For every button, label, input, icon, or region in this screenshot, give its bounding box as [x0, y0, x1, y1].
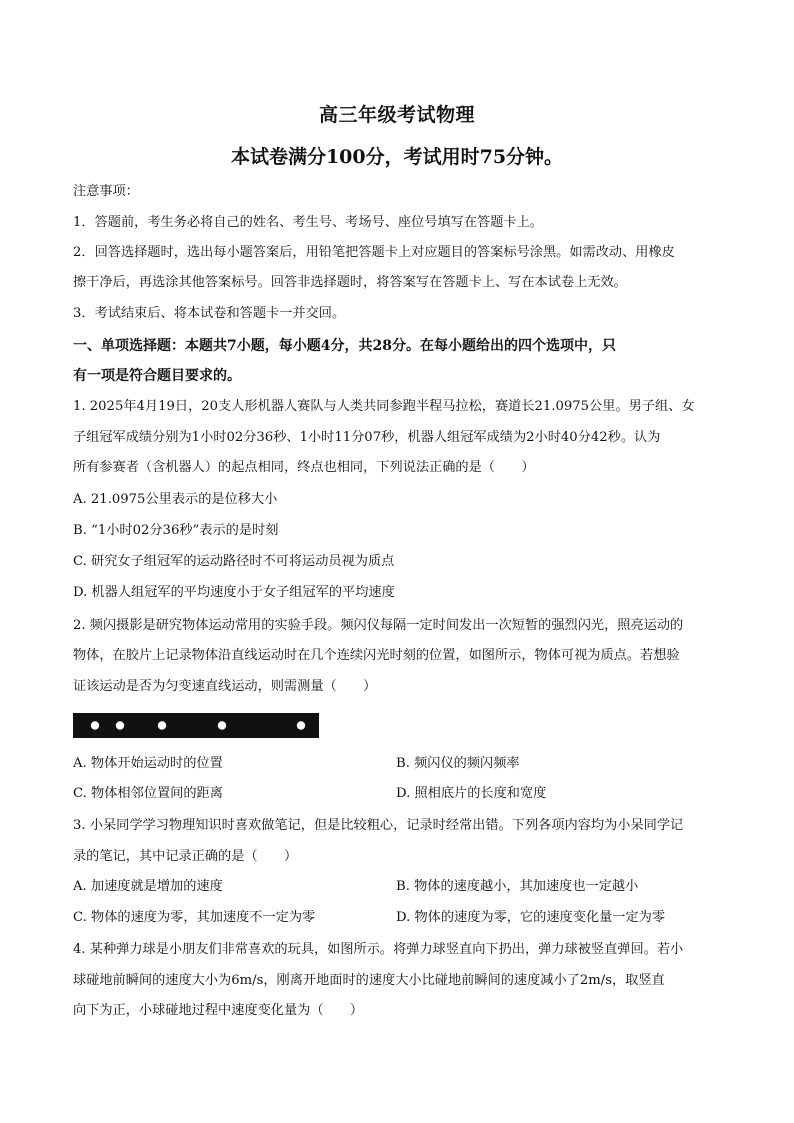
question-1-option-d: D. 机器人组冠军的平均速度小于女子组冠军的平均速度	[73, 585, 395, 600]
section-heading: 一、单项选择题：本题共7小题，每小题4分，共28分。在每小题给出的四个选项中，只	[73, 338, 616, 354]
strobe-dot	[218, 721, 226, 729]
question-4-text: 向下为正，小球碰地过程中速度变化量为（ ）	[73, 1003, 364, 1018]
notice-item: 3．考试结束后、将本试卷和答题卡一并交回。	[73, 306, 346, 321]
notice-item: 2．回答选择题时，选出每小题答案后，用铅笔把答题卡上对应题目的答案标号涂黑。如需改动、用橡皮	[73, 245, 675, 260]
question-2-text: 证该运动是否为匀变速直线运动，则需测量（ ）	[73, 679, 377, 694]
section-heading-continued: 有一项是符合题目要求的。	[73, 368, 241, 384]
question-3-text: 3. 小呆同学学习物理知识时喜欢做笔记，但是比较粗心，记录时经常出错。下列各项内容均为小呆同学记	[73, 818, 684, 833]
question-4-text: 4. 某种弹力球是小朋友们非常喜欢的玩具，如图所示。将弹力球竖直向下扔出，弹力球被竖直弹回。若小	[73, 942, 684, 957]
question-2-text: 2. 频闪摄影是研究物体运动常用的实验手段。频闪仪每隔一定时间发出一次短暂的强烈闪光，照亮运动的	[73, 618, 684, 633]
strobe-dot	[91, 721, 99, 729]
question-2-option-d: D. 照相底片的长度和宽度	[396, 786, 547, 801]
question-1-option-c: C. 研究女子组冠军的运动路径时不可将运动员视为质点	[73, 554, 395, 569]
question-2-text: 物体，在胶片上记录物体沿直线运动时在几个连续闪光时刻的位置，如图所示，物体可视为质点。若想验	[73, 648, 680, 663]
question-1-text: 1. 2025年4月19日，20支人形机器人赛队与人类共同参跑半程马拉松，赛道长21.0975公里。男子组、女	[73, 399, 695, 414]
strobe-dot	[116, 721, 124, 729]
question-2-option-a: A. 物体开始运动时的位置	[73, 756, 223, 771]
question-1-option-a: A. 21.0975公里表示的是位移大小	[73, 492, 278, 507]
question-3-text: 录的笔记，其中记录正确的是（ ）	[73, 849, 298, 864]
question-2-option-b: B. 频闪仪的频闪频率	[396, 756, 520, 771]
question-3-option-b: B. 物体的速度越小，其加速度也一定越小	[396, 879, 639, 894]
question-2-option-c: C. 物体相邻位置间的距离	[73, 786, 223, 801]
question-3-option-d: D. 物体的速度为零，它的速度变化量一定为零	[396, 910, 666, 925]
notice-item: 擦干净后，再选涂其他答案标号。回答非选择题时，将答案写在答题卡上、写在本试卷上无效。	[73, 275, 627, 290]
question-3-option-a: A. 加速度就是增加的速度	[73, 879, 223, 894]
question-4-text: 球碰地前瞬间的速度大小为6m/s，刚离开地面时的速度大小比碰地前瞬间的速度减小了2m/s，取竖直	[73, 973, 665, 988]
strobe-dot	[158, 721, 166, 729]
page-subtitle: 本试卷满分100分，考试用时75分钟。	[230, 146, 564, 168]
strobe-dots-svg	[73, 713, 319, 738]
strobe-dot	[297, 721, 305, 729]
question-1-option-b: B. “1小时02分36秒”表示的是时刻	[73, 523, 279, 538]
question-3-option-c: C. 物体的速度为零，其加速度不一定为零	[73, 910, 316, 925]
notice-heading: 注意事项：	[73, 184, 139, 199]
page-title: 高三年级考试物理	[318, 104, 475, 126]
question-1-text: 所有参赛者（含机器人）的起点相同，终点也相同，下列说法正确的是（ ）	[73, 460, 535, 475]
question-1-text: 子组冠军成绩分别为1小时02分36秒、1小时11分07秒，机器人组冠军成绩为2小时40分42秒。认为	[73, 430, 661, 445]
notice-item: 1．答题前，考生务必将自己的姓名、考生号、考场号、座位号填写在答题卡上。	[73, 215, 543, 230]
strobe-photo-strip-figure	[73, 713, 319, 738]
